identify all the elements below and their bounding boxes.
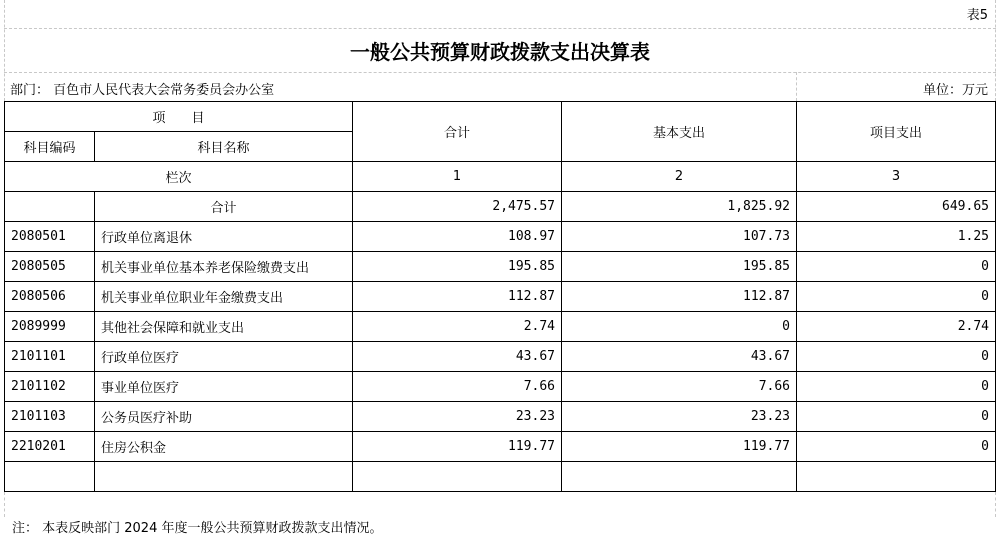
empty-cell (353, 462, 562, 492)
subject-code: 2080505 (5, 252, 95, 282)
table-row (5, 432, 996, 462)
subject-name: 事业单位医疗 (95, 372, 353, 402)
total-value: 43.67 (353, 342, 562, 372)
table-row (5, 402, 996, 432)
subject-code: 2080506 (5, 282, 95, 312)
expenditure-table (4, 101, 996, 492)
total-row (5, 192, 996, 222)
subject-code: 2101102 (5, 372, 95, 402)
column-number-2: 2 (562, 162, 797, 192)
project-value: 0 (797, 252, 996, 282)
table-row (5, 282, 996, 312)
column-number-label: 栏次 (5, 162, 353, 192)
project-value: 0 (797, 432, 996, 462)
total-value: 119.77 (353, 432, 562, 462)
unit-label: 单位：万元 (922, 83, 988, 98)
subject-code: 2101101 (5, 342, 95, 372)
table-row (5, 252, 996, 282)
total-row-code (5, 192, 95, 222)
basic-value: 195.85 (562, 252, 797, 282)
subject-name: 机关事业单位职业年金缴费支出 (95, 282, 353, 312)
column-number-3: 3 (797, 162, 996, 192)
report-title: 一般公共预算财政拨款支出决算表 (350, 40, 650, 64)
table-row (5, 312, 996, 342)
subject-code-header: 科目编码 (5, 132, 95, 162)
project-value: 2.74 (797, 312, 996, 342)
subject-name: 行政单位离退休 (95, 222, 353, 252)
subject-name: 其他社会保障和就业支出 (95, 312, 353, 342)
subject-name: 公务员医疗补助 (95, 402, 353, 432)
basic-value: 0 (562, 312, 797, 342)
project-value: 0 (797, 282, 996, 312)
basic-value: 23.23 (562, 402, 797, 432)
subject-code: 2089999 (5, 312, 95, 342)
empty-cell (95, 462, 353, 492)
basic-value: 7.66 (562, 372, 797, 402)
table-number: 表5 (966, 8, 988, 23)
basic-value: 107.73 (562, 222, 797, 252)
table-row (5, 372, 996, 402)
total-row-label: 合计 (95, 192, 353, 222)
subject-code: 2101103 (5, 402, 95, 432)
column-number-1: 1 (353, 162, 562, 192)
project-value: 0 (797, 342, 996, 372)
empty-cell (797, 462, 996, 492)
empty-row (5, 462, 996, 492)
subject-code: 2210201 (5, 432, 95, 462)
basic-value: 43.67 (562, 342, 797, 372)
project-value: 0 (797, 372, 996, 402)
basic-value: 112.87 (562, 282, 797, 312)
project-expenditure-header: 项目支出 (797, 102, 996, 162)
total-value: 23.23 (353, 402, 562, 432)
table-row (5, 222, 996, 252)
basic-expenditure-header: 基本支出 (562, 102, 797, 162)
item-header: 项 目 (5, 102, 353, 132)
total-value: 7.66 (353, 372, 562, 402)
table-row (5, 342, 996, 372)
total-row-total: 2,475.57 (353, 192, 562, 222)
header-row-1 (5, 102, 996, 132)
project-value: 0 (797, 402, 996, 432)
total-header: 合计 (353, 102, 562, 162)
total-value: 195.85 (353, 252, 562, 282)
total-value: 112.87 (353, 282, 562, 312)
empty-cell (562, 462, 797, 492)
column-number-row (5, 162, 996, 192)
basic-value: 119.77 (562, 432, 797, 462)
empty-cell (5, 462, 95, 492)
total-value: 2.74 (353, 312, 562, 342)
subject-name: 住房公积金 (95, 432, 353, 462)
total-row-basic: 1,825.92 (562, 192, 797, 222)
project-value: 1.25 (797, 222, 996, 252)
subject-name: 机关事业单位基本养老保险缴费支出 (95, 252, 353, 282)
total-row-project: 649.65 (797, 192, 996, 222)
subject-name-header: 科目名称 (95, 132, 353, 162)
subject-name: 行政单位医疗 (95, 342, 353, 372)
department-label: 部门： 百色市人民代表大会常务委员会办公室 (10, 83, 275, 98)
total-value: 108.97 (353, 222, 562, 252)
subject-code: 2080501 (5, 222, 95, 252)
footnote: 注： 本表反映部门 2024 年度一般公共预算财政拨款支出情况。 (12, 521, 383, 536)
